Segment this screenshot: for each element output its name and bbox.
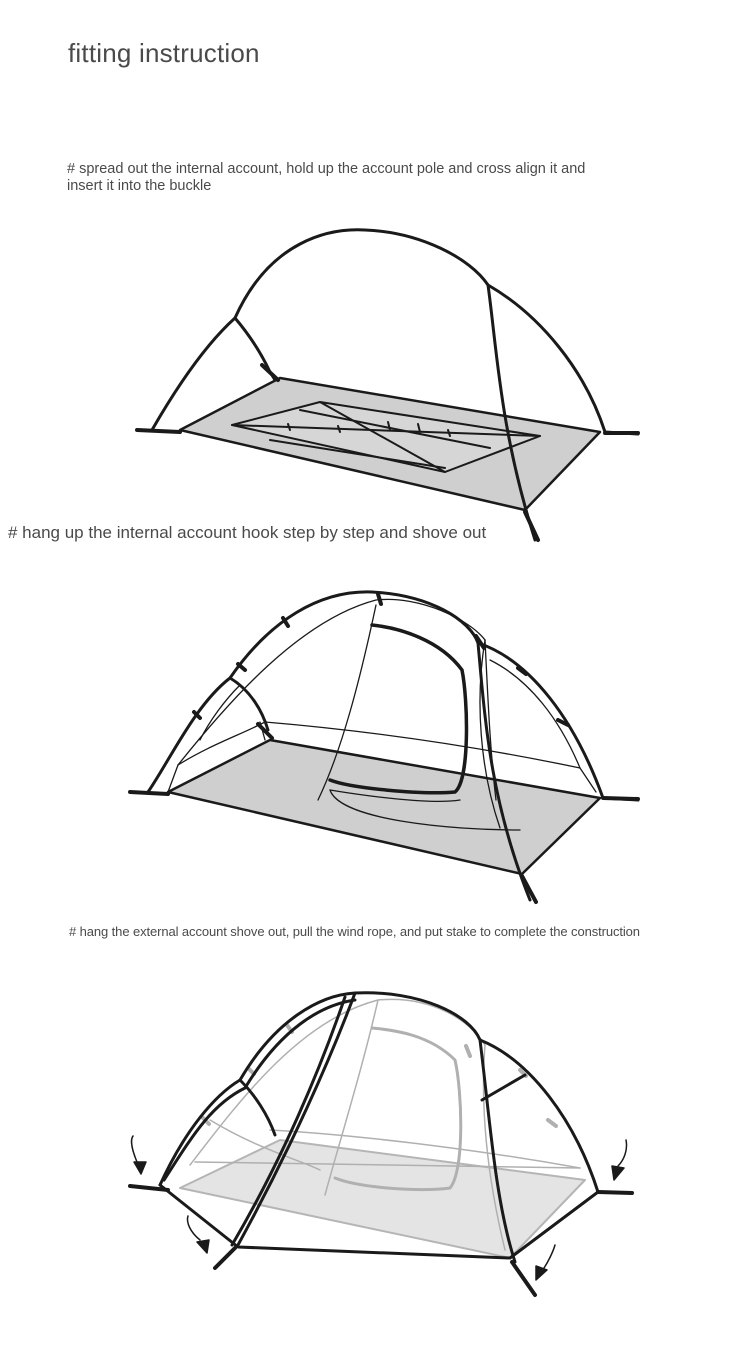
stake-arrow-front-right [544,1245,555,1268]
step-3-instruction: # hang the external account shove out, pull the wind rope, and put stake to complete the construction [69,924,640,939]
cross-pole-left [230,678,268,730]
stake-arrow-front-left [132,1136,137,1162]
tent-floor [168,740,600,874]
page-title: fitting instruction [68,38,260,68]
step-1-instruction: # spread out the internal account, hold up the account pole and cross align it and insert it into the buckle [67,161,586,194]
step-3-tent-illustration [0,975,750,1315]
step-1-tent-illustration [0,210,750,550]
step-2-instruction: # hang up the internal account hook step by step and shove out [8,523,487,542]
step-2-tent-illustration [0,570,750,910]
cross-pole-right [488,285,638,434]
stake-arrow-back-right [618,1140,627,1166]
stake-arrow-back-left [188,1216,201,1240]
